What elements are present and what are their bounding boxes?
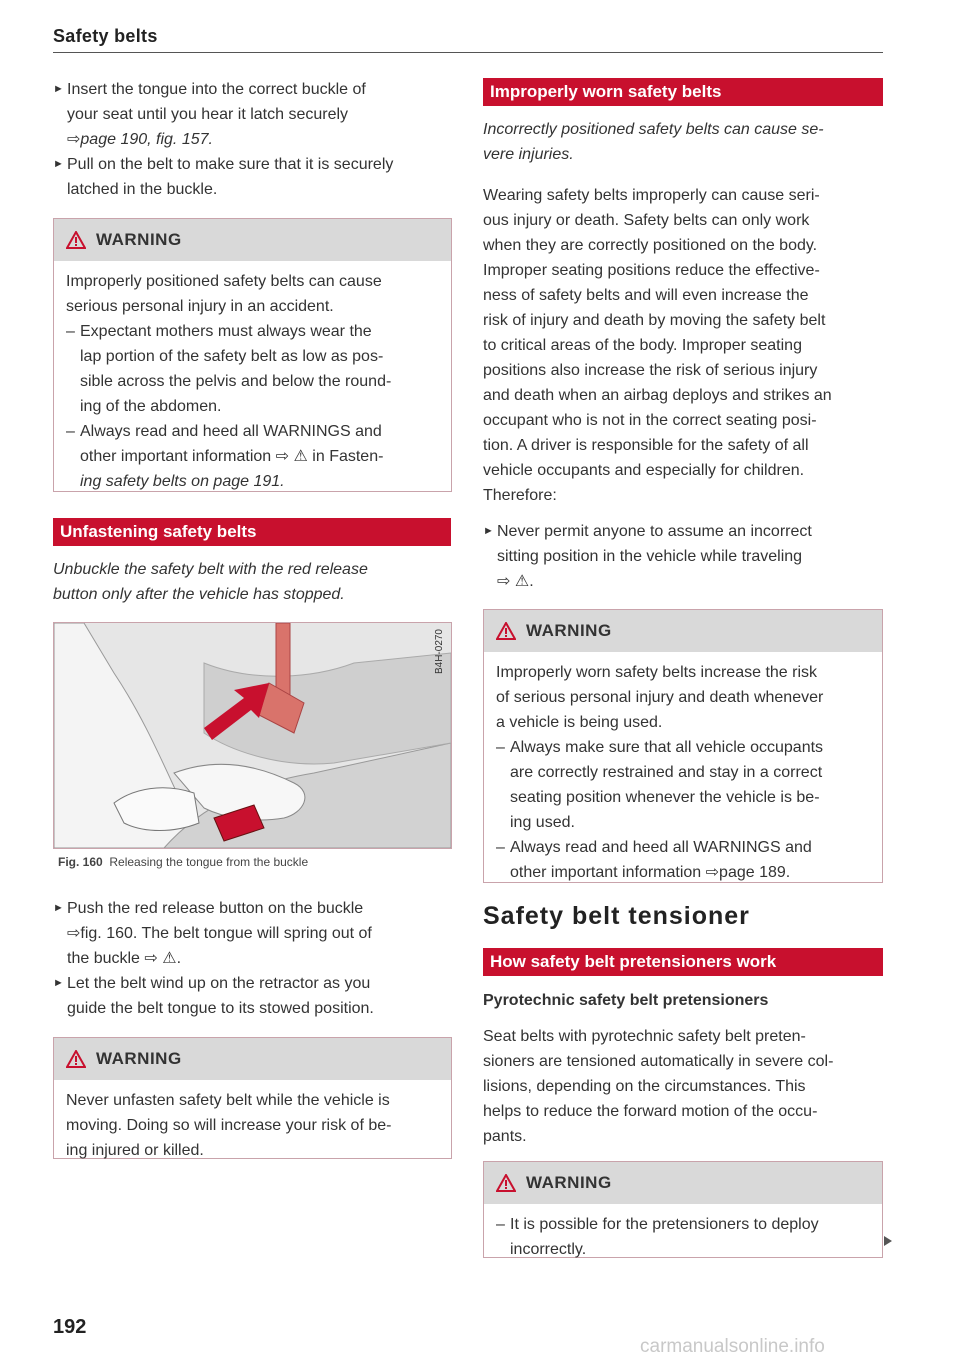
warning-item: – Always make sure that all vehicle occupants <box>496 739 824 756</box>
body-line: Seat belts with pyrotechnic safety belt preten- <box>483 1028 806 1045</box>
warning-body <box>484 652 882 891</box>
body-line: helps to reduce the forward motion of the occu- <box>483 1103 818 1120</box>
warning-label: WARNING <box>526 1173 612 1192</box>
warning-label: WARNING <box>96 230 182 249</box>
warning-body <box>54 1080 451 1169</box>
figure-code: B4H-0270 <box>434 629 445 675</box>
watermark-text: carmanualsonline.info <box>640 1336 825 1357</box>
warning-intro-line: a vehicle is being used. <box>496 714 663 731</box>
body-line: ous injury or death. Safety belts can only work <box>483 212 810 229</box>
warning-item: – Always read and heed all WARNINGS and <box>66 423 382 440</box>
body-line: lisions, depending on the circumstances. This <box>483 1078 806 1095</box>
figure-160-illustration <box>53 622 452 849</box>
warning-item-cont: ing of the abdomen. <box>80 398 222 415</box>
warning-item-cont: are correctly restrained and stay in a correct <box>510 764 823 781</box>
warning-item-cont: ing safety belts on page 191. <box>80 473 285 490</box>
improperly-intro <box>483 117 881 167</box>
warning-intro-line: serious personal injury in an accident. <box>66 298 334 315</box>
warning-box-unfasten <box>53 1037 452 1159</box>
list-item: ► Insert the tongue into the correct buckle of <box>53 77 451 102</box>
warning-header <box>484 1162 882 1204</box>
unfastening-intro <box>53 557 451 607</box>
belt-release-illustration <box>54 623 451 848</box>
continue-arrow-icon <box>884 1236 892 1246</box>
warning-label: WARNING <box>526 621 612 640</box>
body-line: Improper seating positions reduce the effective- <box>483 262 820 279</box>
warning-item-cont: incorrectly. <box>510 1241 587 1258</box>
tensioner-body <box>483 1024 881 1149</box>
warning-triangle-icon <box>496 622 516 640</box>
warning-box-belt-position <box>53 218 452 492</box>
warning-item-cont: other important information ⇨ ⚠ in Fasten- <box>80 448 384 465</box>
left-column <box>53 77 451 202</box>
intro-line: Unbuckle the safety belt with the red release <box>53 561 368 578</box>
list-item: ► Let the belt wind up on the retractor as you <box>53 971 451 996</box>
bullet-arrow-icon: ► <box>53 902 64 914</box>
warning-item-cont: sible across the pelvis and below the round- <box>80 373 392 390</box>
warning-box-pretensioner <box>483 1161 883 1258</box>
warning-item: – Always read and heed all WARNINGS and <box>496 839 812 856</box>
bullet-arrow-icon: ► <box>53 83 64 95</box>
warning-header <box>484 610 882 652</box>
warning-body <box>484 1204 882 1268</box>
warning-intro-line: of serious personal injury and death whenever <box>496 689 824 706</box>
warning-item-cont: lap portion of the safety belt as low as pos- <box>80 348 384 365</box>
warning-intro-line: Improperly worn safety belts increase the risk <box>496 664 818 681</box>
page-number: 192 <box>53 1316 87 1338</box>
warning-header <box>54 219 451 261</box>
intro-line: button only after the vehicle has stopped. <box>53 586 345 603</box>
list-item-cont: ⇨ ⚠. <box>497 573 534 590</box>
section-title-tensioner: Safety belt tensioner <box>483 902 750 930</box>
body-line: Wearing safety belts improperly can cause seri- <box>483 187 820 204</box>
list-item-cont: your seat until you hear it latch securely <box>67 106 349 123</box>
body-line: tion. A driver is responsible for the safety of all <box>483 437 809 454</box>
warning-line: ing injured or killed. <box>66 1142 204 1159</box>
body-line: and death when an airbag deploys and strikes an <box>483 387 832 404</box>
bullet-arrow-icon: ► <box>483 525 494 537</box>
warning-body <box>54 261 451 500</box>
list-item-cont: latched in the buckle. <box>67 181 218 198</box>
warning-item: – It is possible for the pretensioners to deploy <box>496 1216 819 1233</box>
warning-label: WARNING <box>96 1049 182 1068</box>
warning-item-cont: other important information ⇨page 189. <box>510 864 791 881</box>
warning-triangle-icon <box>66 1050 86 1068</box>
bullet-arrow-icon: ► <box>53 158 64 170</box>
body-line: occupant who is not in the correct seating posi- <box>483 412 817 429</box>
figure-caption-text: Releasing the tongue from the buckle <box>109 855 309 869</box>
body-line: positions also increase the risk of serious injury <box>483 362 818 379</box>
header-divider <box>53 52 883 53</box>
improperly-body <box>483 183 881 594</box>
list-item-cont: sitting position in the vehicle while traveling <box>497 548 803 565</box>
list-item-cont: the buckle ⇨ ⚠. <box>67 950 182 967</box>
intro-line: Incorrectly positioned safety belts can cause se- <box>483 121 824 138</box>
list-item: ► Never permit anyone to assume an incorrect <box>483 519 881 544</box>
section-bar-pretensioners: How safety belt pretensioners work <box>483 948 883 976</box>
sub-title-pyrotechnic: Pyrotechnic safety belt pretensioners <box>483 992 769 1009</box>
warning-item-cont: seating position whenever the vehicle is be- <box>510 789 820 806</box>
unfastening-steps <box>53 896 451 1021</box>
bullet-arrow-icon: ► <box>53 977 64 989</box>
warning-box-improperly-worn <box>483 609 883 883</box>
figure-caption-label: Fig. 160 <box>58 855 103 869</box>
body-line: to critical areas of the body. Improper seating <box>483 337 802 354</box>
warning-line: moving. Doing so will increase your risk of be- <box>66 1117 392 1134</box>
warning-line: Never unfasten safety belt while the vehicle is <box>66 1092 390 1109</box>
body-line: sioners are tensioned automatically in severe col- <box>483 1053 834 1070</box>
body-line: risk of injury and death by moving the safety belt <box>483 312 826 329</box>
body-line: ness of safety belts and will even increase the <box>483 287 809 304</box>
list-item-cont: guide the belt tongue to its stowed position. <box>67 1000 374 1017</box>
figure-caption <box>58 855 308 869</box>
body-line: when they are correctly positioned on the body. <box>483 237 818 254</box>
intro-line: vere injuries. <box>483 146 574 163</box>
page-reference-link[interactable]: ⇨page 190, fig. 157. <box>67 131 213 148</box>
list-item: ► Push the red release button on the buckle <box>53 896 451 921</box>
section-bar-improperly-worn: Improperly worn safety belts <box>483 78 883 106</box>
warning-header <box>54 1038 451 1080</box>
list-item: ► Pull on the belt to make sure that it is securely <box>53 152 451 177</box>
section-bar-unfastening: Unfastening safety belts <box>53 518 451 546</box>
page-header-title: Safety belts <box>53 26 158 46</box>
warning-triangle-icon <box>66 231 86 249</box>
list-item-cont: ⇨fig. 160. The belt tongue will spring out of <box>67 925 372 942</box>
body-line: Therefore: <box>483 487 557 504</box>
warning-item: – Expectant mothers must always wear the <box>66 323 372 340</box>
body-line: vehicle occupants and especially for children. <box>483 462 805 479</box>
warning-intro-line: Improperly positioned safety belts can cause <box>66 273 382 290</box>
body-line: pants. <box>483 1128 527 1145</box>
warning-triangle-icon <box>496 1174 516 1192</box>
warning-item-cont: ing used. <box>510 814 575 831</box>
